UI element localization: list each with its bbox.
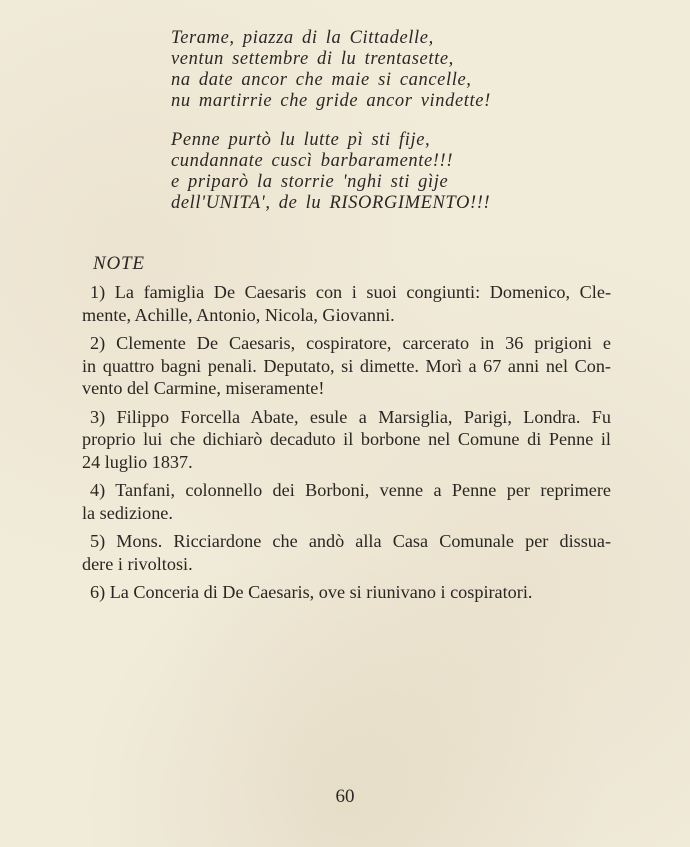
- note-line: 6) La Conceria di De Caesaris, ove si riunivano i cospiratori.: [90, 582, 533, 602]
- poem-line: na date ancor che maie si cancelle,: [171, 70, 472, 90]
- note-line: dere i rivoltosi.: [82, 553, 193, 574]
- poem-line: Terame, piazza di la Cittadelle,: [171, 28, 434, 48]
- note-item-1: [82, 281, 611, 326]
- notes-heading: NOTE: [93, 253, 145, 274]
- note-item-5: [82, 530, 611, 575]
- poem-line: nu martirrie che gride ancor vindette!: [171, 91, 491, 111]
- notes-list: [82, 281, 611, 610]
- note-line: 4) Tanfani, colonnello dei Borboni, venne a Penne per reprimere: [90, 480, 611, 500]
- note-item-4: [82, 479, 611, 524]
- note-line: in quattro bagni penali. Deputato, si dimette. Morì a 67 anni nel Con-: [82, 355, 611, 376]
- poem-line: Penne purtò lu lutte pì sti fije,: [171, 130, 431, 150]
- poem-line: dell'UNITA', de lu RISORGIMENTO!!!: [171, 193, 491, 213]
- note-line: 5) Mons. Ricciardone che andò alla Casa Comunale per dissua-: [90, 531, 611, 551]
- poem-line: ventun settembre di lu trentasette,: [171, 49, 454, 69]
- note-line: 1) La famiglia De Caesaris con i suoi congiunti: Domenico, Cle-: [90, 282, 611, 302]
- note-line: 3) Filippo Forcella Abate, esule a Marsiglia, Parigi, Londra. Fu: [90, 406, 611, 427]
- poem: [171, 28, 491, 232]
- note-line: 24 luglio 1837.: [82, 451, 193, 472]
- poem-line: e priparò la storrie 'nghi sti gìje: [171, 172, 449, 192]
- poem-stanza-2: [171, 130, 491, 214]
- poem-stanza-1: [171, 28, 491, 112]
- page-number: 60: [335, 786, 355, 807]
- poem-line: cundannate cuscì barbaramente!!!: [171, 151, 454, 171]
- note-item-6: [82, 581, 611, 604]
- note-line: mente, Achille, Antonio, Nicola, Giovanni.: [82, 304, 395, 325]
- note-line: proprio lui che dichiarò decaduto il borbone nel Comune di Penne il: [82, 429, 611, 449]
- note-item-2: [82, 332, 611, 400]
- note-item-3: [82, 406, 611, 474]
- note-line: vento del Carmine, miseramente!: [82, 378, 325, 398]
- note-line: la sedizione.: [82, 502, 173, 523]
- note-line: 2) Clemente De Caesaris, cospiratore, carcerato in 36 prigioni e: [90, 333, 611, 353]
